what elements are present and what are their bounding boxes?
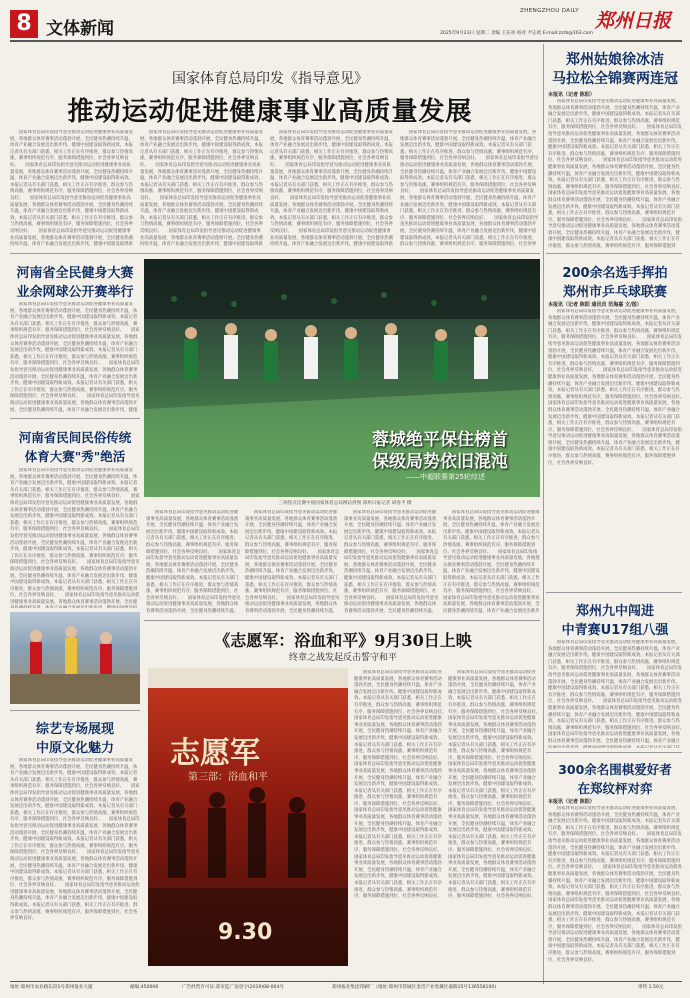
main-story-headline: 推动运动促进健康事业高质量发展 [67, 97, 473, 127]
football-body-col4 [443, 510, 540, 615]
marathon-headline-2: 马拉松全锦赛两连冠 [552, 71, 678, 87]
tennis-headline-1: 河南省全民健身大赛 [16, 266, 134, 281]
marathon-headline-1: 郑州姑娘徐冰洁 [566, 52, 664, 68]
go-body [548, 806, 682, 978]
folk-body [10, 468, 140, 608]
tennis-body [10, 302, 140, 412]
football-body-col3 [344, 510, 439, 615]
pingpong-headline-1: 200余名选手挥拍 [562, 266, 668, 281]
football-body-col2 [245, 510, 340, 615]
folk-headline-2: 体育大赛"秀"绝活 [24, 449, 126, 464]
paper-en-name: ZHENGZHOU DAILY [520, 8, 579, 14]
section-title: 文体新闻 [46, 19, 114, 39]
footer-ad-license: 广告经营许可证:郑市监广发登字(2019)08-004号 [182, 985, 285, 990]
main-story-body-col4 [400, 130, 540, 248]
variety-body [10, 758, 140, 978]
footer [10, 984, 682, 994]
footer-printer: 郑州报业集团印刷厂（地址:郑州市管城区金岱产业集聚区嘉路15号136558100) [332, 985, 497, 990]
football-headline-1: 蓉城绝平保住榜首 [372, 430, 508, 450]
poster-subtitle: 第三部：浴血和平 [188, 772, 268, 783]
u17-body [548, 640, 682, 748]
film-poster [148, 668, 348, 966]
u17-headline-2: 中青赛U17组八强 [561, 623, 669, 638]
folk-photo [10, 612, 140, 704]
football-photo [144, 259, 540, 497]
folk-performance-illustration [10, 612, 140, 704]
footer-postcode: 邮编:450006 [130, 985, 159, 990]
player-figures [184, 323, 488, 381]
marathon-byline: 本报讯（记者 陈阳） [548, 92, 595, 98]
football-subhead: ——中超联赛第25轮综述 [406, 473, 485, 481]
variety-headline-2: 中原文化魅力 [35, 741, 114, 756]
masthead [0, 0, 690, 42]
variety-headline-1: 综艺专场展现 [35, 722, 114, 737]
main-story-kicker: 国家体育总局印发《指导意见》 [172, 71, 368, 87]
folk-headline-1: 河南省民间民俗传统 [18, 430, 132, 445]
masthead-rule [10, 40, 682, 42]
football-caption: 三场焦点比赛中国国家体育总局网站供图 郑州日报记者 胡春平 摄 [278, 501, 412, 506]
date-line: 2025年9月23日 星期二 责编 王东亮 校对 尹志勇 E-mail:zzrb@163.com [440, 31, 593, 36]
go-headline-1: 300余名围棋爱好者 [558, 762, 672, 777]
pingpong-byline: 本报讯（记者 陈阳 通讯员 范海嘉 文/图） [548, 302, 642, 308]
film-body-col2 [448, 670, 540, 960]
paper-logo: 郑州日报 [595, 10, 672, 32]
pingpong-body [548, 309, 682, 587]
poster-date: 9.30 [218, 920, 273, 945]
pingpong-headline-2: 郑州市乒乓球联赛 [562, 285, 667, 300]
main-story-body-col1 [10, 130, 135, 248]
film-subhead: 终章之战发起反击誓守和平 [288, 653, 397, 663]
film-body-col1 [354, 670, 444, 960]
main-story-body-col3 [270, 130, 395, 248]
tennis-headline-2: 业余网球公开赛举行 [16, 285, 134, 300]
u17-headline-1: 郑州九中闯进 [575, 604, 654, 619]
go-headline-2: 在郑纹枰对弈 [577, 781, 653, 796]
main-story-body-col2 [140, 130, 265, 248]
poster-title: 志愿军 [170, 736, 260, 771]
film-headline: 《志愿军：浴血和平》9月30日上映 [214, 631, 472, 650]
footer-price: 零售 1.50元 [638, 985, 664, 990]
football-headline-2: 保级局势依旧混沌 [372, 452, 508, 472]
football-body-col1 [146, 510, 241, 615]
footer-address: 地址:郑州市农业路东段1号郑州报业大厦 [10, 985, 93, 990]
go-byline: 本报讯（记者 陈阳） [548, 799, 595, 805]
page-number: 8 [16, 11, 32, 36]
marathon-body [548, 99, 682, 249]
